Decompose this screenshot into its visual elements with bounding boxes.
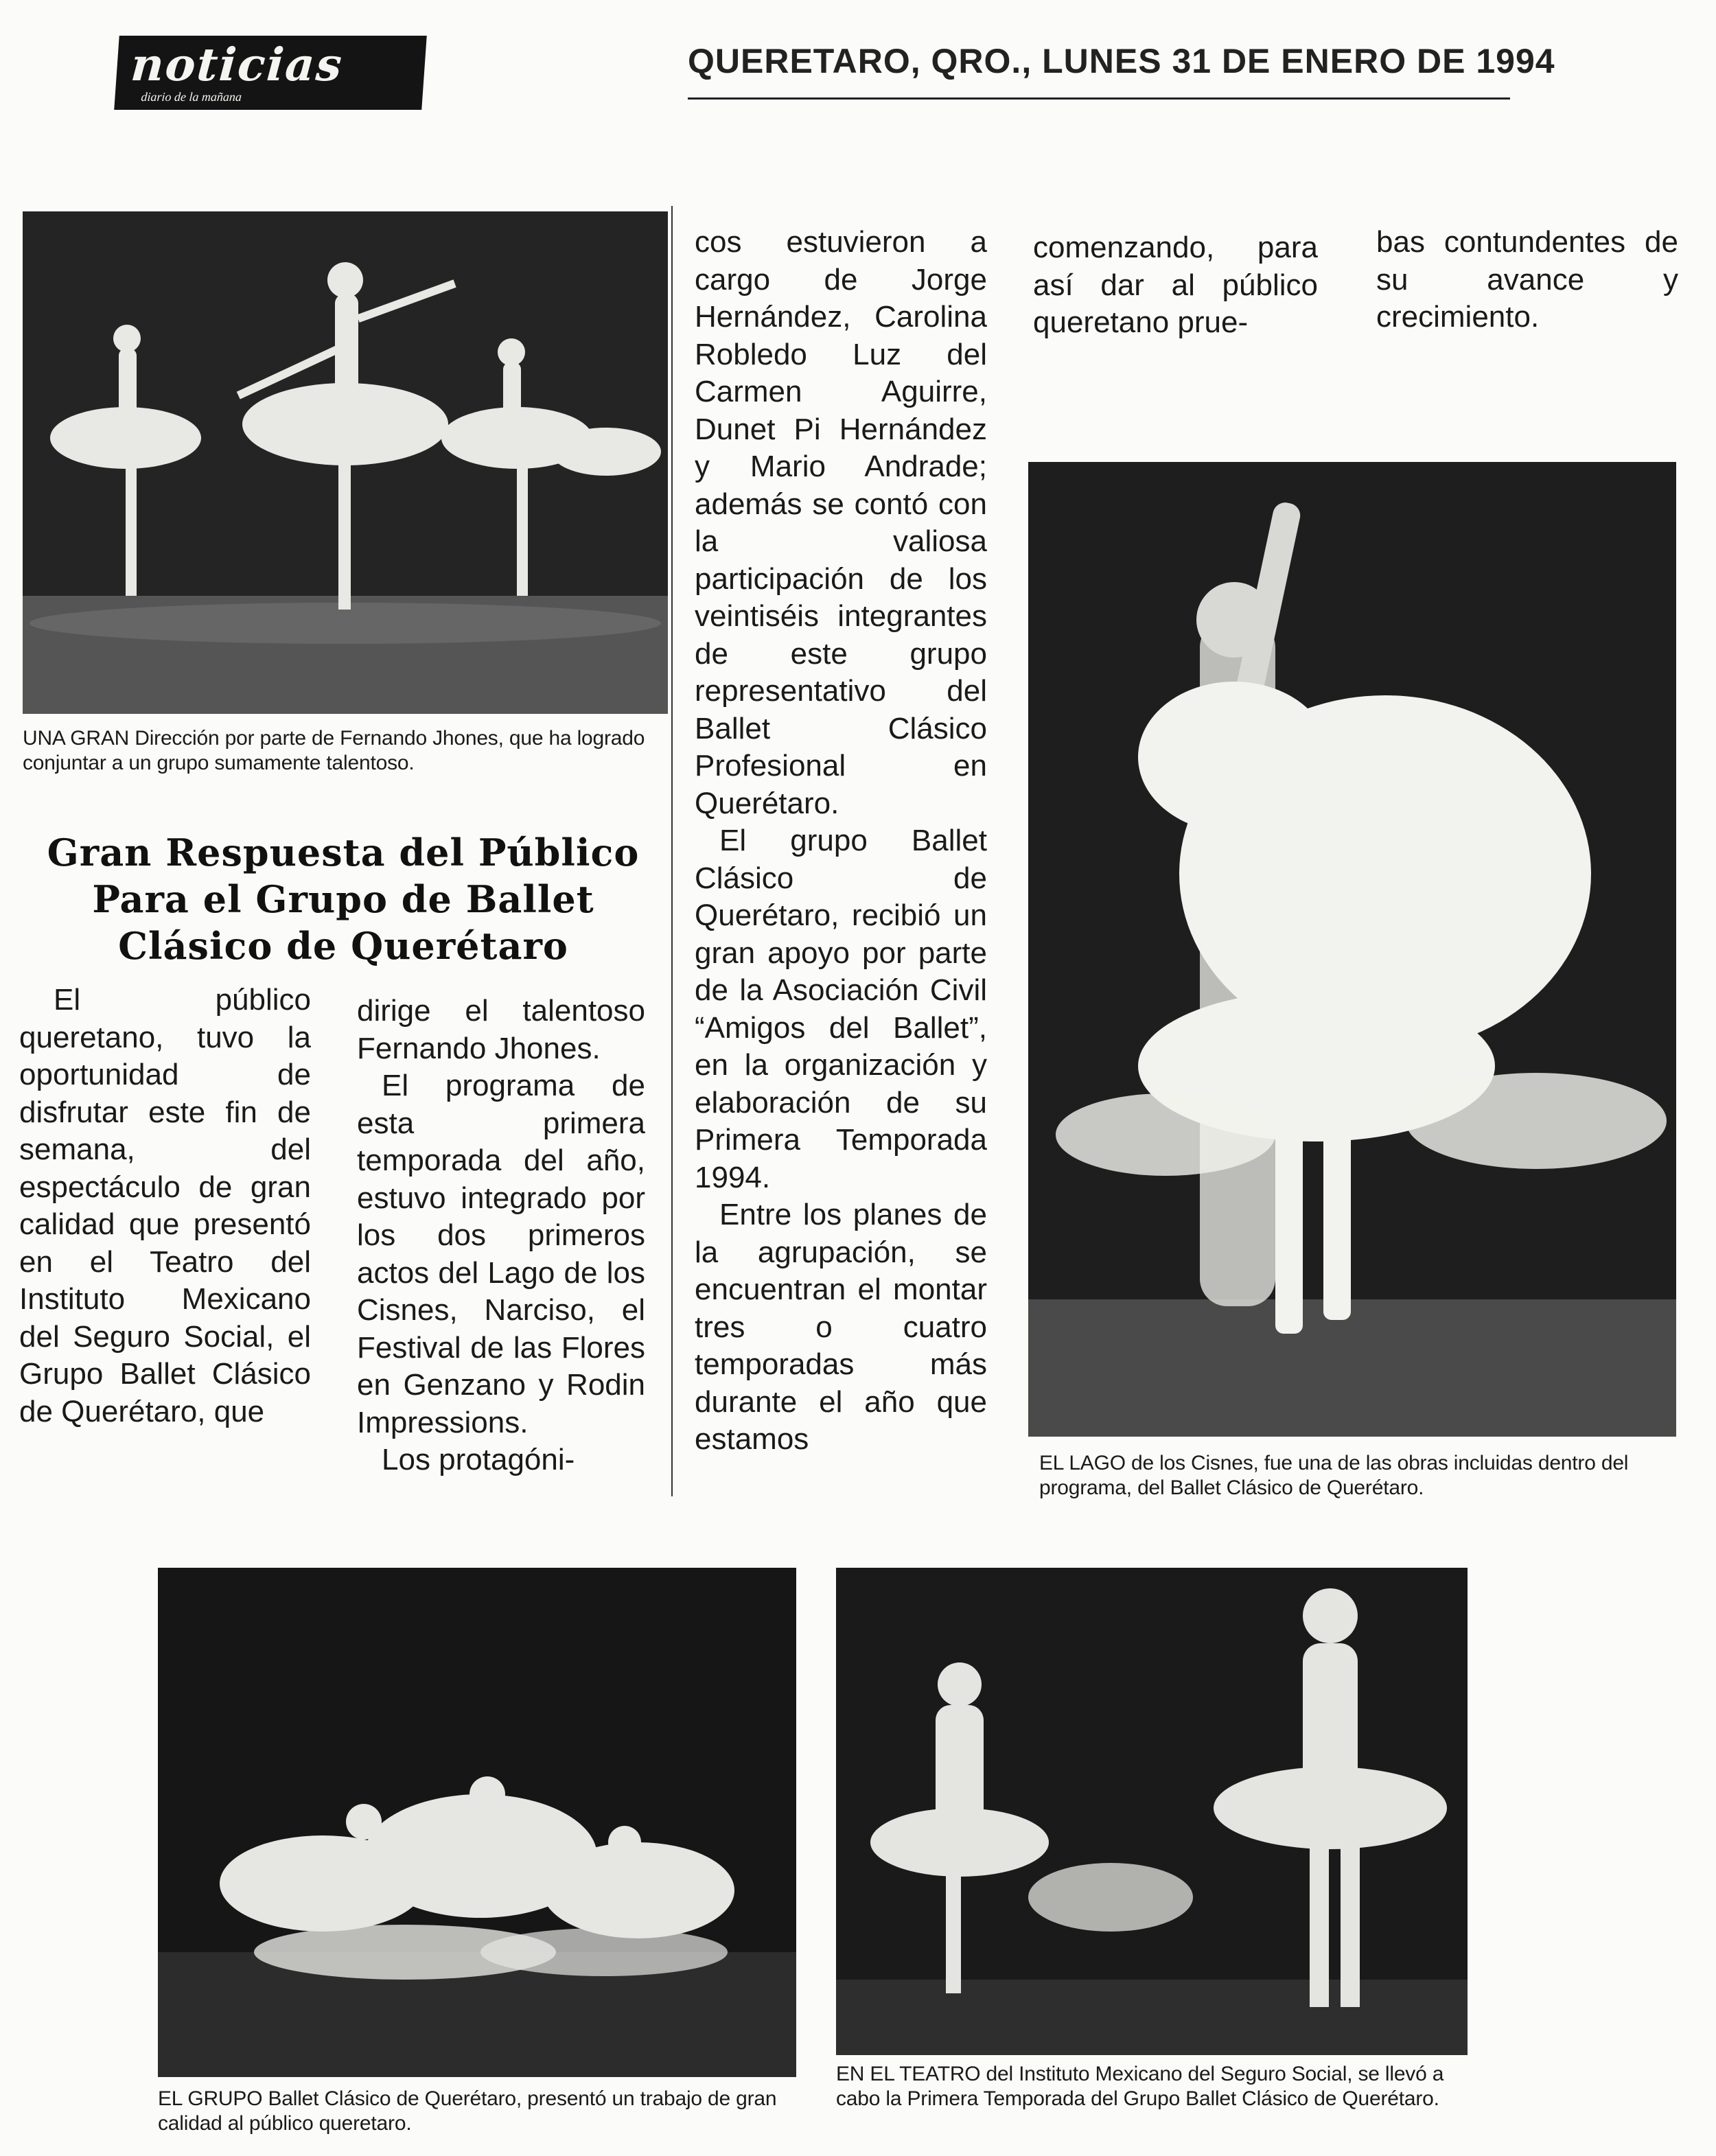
article-column-1 [19, 982, 311, 1430]
photo-corps-group [158, 1568, 796, 2077]
article-paragraph: dirige el talentoso Fernando Jhones. [357, 994, 645, 1065]
photo-corps-de-ballet [23, 211, 668, 714]
article-paragraph: Entre los planes de la agrupación, se encuentran el montar tres o cuatro temporadas más durante el año que estamos [695, 1198, 987, 1456]
photo-caption: UNA GRAN Dirección por parte de Fernando Jhones, que ha logrado conjuntar a un grupo sumamente talentoso. [23, 727, 645, 774]
article-headline: Gran Respuesta del Público Para el Grupo de Ballet Clásico de Querétaro [47, 831, 640, 968]
column-divider [671, 206, 673, 1496]
photo-soloists [836, 1568, 1468, 2055]
article-column-4 [1033, 229, 1318, 342]
article-paragraph: El programa de esta primera temporada del año, estuvo integrado por los dos primeros actos del Lago de los Cisnes, Narciso, el Festival de las Flores en Genzano y Rodin Impressions. [357, 1069, 645, 1439]
article-paragraph: bas contundentes de su avance y crecimiento. [1376, 225, 1678, 334]
article-paragraph: El grupo Ballet Clásico de Querétaro, recibió un gran apoyo por parte de la Asociación Civil “Amigos del Ballet”, en la organización y elaboración de su Primera Temporada 1994. [695, 824, 987, 1194]
photo-caption: EL LAGO de los Cisnes, fue una de las obras incluidas dentro del programa, del Ballet Clásico de Querétaro. [1039, 1452, 1629, 1499]
newspaper-logo [114, 36, 427, 110]
logo-brand: noticias [129, 38, 345, 91]
logo-tagline: diario de la mañana [140, 90, 242, 104]
article-paragraph: El público queretano, tuvo la oportunidad de disfrutar este fin de semana, del espectáculo de gran calidad que presentó en el Teatro del Instituto Mexicano del Seguro Social, el Grupo Ballet Clásico de Querétaro, que [19, 983, 311, 1428]
dateline: QUERETARO, QRO., LUNES 31 DE ENERO DE 1994 [688, 40, 1510, 100]
photo-swan-lake-duet [1028, 462, 1676, 1437]
article-column-3 [695, 224, 987, 1459]
photo-caption: EN EL TEATRO del Instituto Mexicano del Seguro Social, se llevó a cabo la Primera Temporada del Grupo Ballet Clásico de Querétaro. [836, 2063, 1444, 2110]
article-paragraph: comenzando, para así dar al público queretano prue- [1033, 231, 1318, 339]
article-column-5 [1376, 224, 1678, 336]
article-paragraph: cos estuvieron a cargo de Jorge Hernández, Carolina Robledo Luz del Carmen Aguirre, Dunet Pi Hernández y Mario Andrade; además se contó con la valiosa participación de los veintiséis integrantes de este grupo representativo del Ballet Clásico Profesional en Querétaro. [695, 225, 987, 820]
article-column-2 [357, 993, 645, 1479]
article-paragraph: Los protagóni- [382, 1443, 575, 1476]
photo-caption: EL GRUPO Ballet Clásico de Querétaro, presentó un trabajo de gran calidad al público queretaro. [158, 2087, 777, 2135]
